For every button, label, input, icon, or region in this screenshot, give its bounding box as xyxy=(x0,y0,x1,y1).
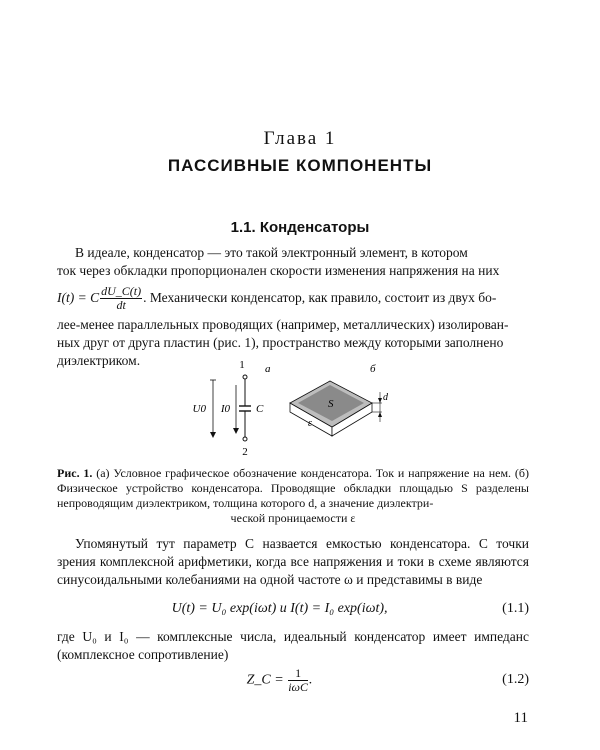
capacitor-figure xyxy=(190,360,410,460)
equation-number: (1.2) xyxy=(502,672,529,687)
panel-b-label: б xyxy=(370,363,376,375)
capacitor-physical xyxy=(290,363,389,436)
derivative-fraction xyxy=(100,285,142,312)
equation-1-2 xyxy=(57,660,529,700)
paragraph-impedance: где U₀ и I₀ — комплексные числа, идеальный конденсатор имеет импеданс (комплексное сопротивление) xyxy=(57,629,529,662)
paragraph-line: В идеале, конденсатор — это такой электронный элемент, в котором xyxy=(75,245,468,260)
equation-lhs: Z_C = xyxy=(246,672,284,688)
paragraph-line: диэлектриком. xyxy=(57,353,141,368)
caption-prefix: Рис. 1. xyxy=(57,466,93,480)
caption-text: (а) Условное графическое обозначение конденсатора. Ток и напряжение на нем. (б) Физическое устройство конденсатора. Проводящие обкладки площадью S разделены непроводящим диэлектриком, толщина которого d, а значение диэлектри- xyxy=(57,466,529,510)
equation-body: U(t) = U₀ exp(iωt) и I(t) = I₀ exp(iωt), xyxy=(171,601,388,616)
paragraph-line: ных друг от друга пластин (рис. 1), пространство между которыми заполнено xyxy=(57,335,504,350)
equation-body xyxy=(57,667,502,694)
section-title: 1.1. Конденсаторы xyxy=(230,219,370,236)
fraction-denominator: dt xyxy=(116,297,126,312)
equation-tail: . xyxy=(309,672,313,688)
fraction-numerator: dU_C(t) xyxy=(101,283,142,298)
capacitor-symbol xyxy=(193,360,271,458)
paragraph-line: . Механически конденсатор, как правило, состоит из двух бо- xyxy=(143,290,497,305)
chapter-label: Глава 1 xyxy=(263,128,337,149)
chapter-title: ПАССИВНЫЕ КОМПОНЕНТЫ xyxy=(167,156,433,175)
terminal-bottom-label: 2 xyxy=(242,446,248,458)
thickness-label: d xyxy=(383,392,388,403)
dielectric-label: ε xyxy=(308,418,312,429)
current-label: I0 xyxy=(220,403,230,415)
figure-caption xyxy=(57,466,529,526)
panel-a-label: а xyxy=(265,363,271,375)
page-number: 11 xyxy=(513,710,528,726)
terminal-top-label: 1 xyxy=(239,360,245,371)
fraction-denominator: iωC xyxy=(288,679,309,694)
caption-last-line: ческой проницаемости ε xyxy=(230,511,356,525)
capacitor-label: C xyxy=(256,403,264,415)
formula-lhs: I(t) = C xyxy=(57,290,100,305)
paragraph-line: лее-менее параллельных проводящих (например, металлических) изолирован- xyxy=(57,317,509,332)
paragraph-intro xyxy=(57,244,529,370)
equation-1-1 xyxy=(57,598,529,620)
paragraph-capacitance: Упомянутый тут параметр C назвается емкостью конденсатора. С точки зрения комплексной арифметики, когда все напряжения и токи в схеме являются синусоидальными колебаниями на одной частоте ω и представимы в виде xyxy=(57,536,529,587)
equation-number: (1.1) xyxy=(502,601,529,616)
plate-area-label: S xyxy=(328,398,334,410)
fraction-numerator: 1 xyxy=(288,667,308,681)
impedance-fraction xyxy=(288,667,308,694)
inline-formula-line xyxy=(57,280,529,316)
paragraph-line: ток через обкладки пропорционален скорости изменения напряжения на них xyxy=(57,263,500,278)
voltage-label: U0 xyxy=(192,403,206,415)
